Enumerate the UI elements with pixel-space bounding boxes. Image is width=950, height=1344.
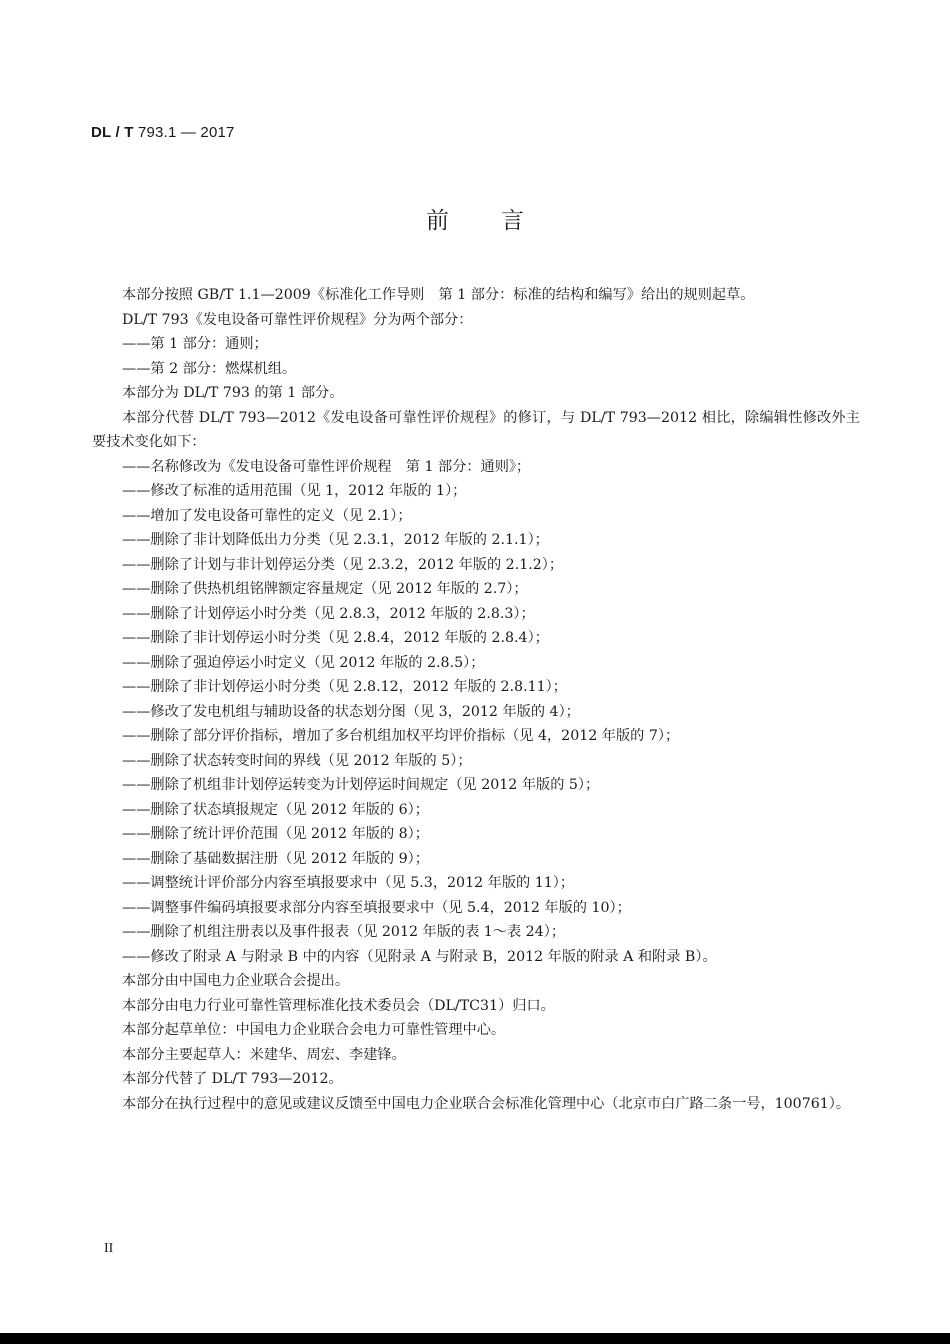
- bottom-divider: [0, 1333, 950, 1344]
- list-item: ——第 1 部分：通则；: [122, 336, 268, 352]
- document-code-prefix: DL / T: [91, 124, 134, 141]
- paragraph: 本部分代替了 DL/T 793—2012。: [122, 1071, 343, 1087]
- foreword-body: [92, 283, 860, 1116]
- paragraph: 本部分由中国电力企业联合会提出。: [122, 973, 350, 989]
- page-number: II: [104, 1241, 114, 1256]
- document-code: [91, 124, 235, 141]
- list-item: ——修改了附录 A 与附录 B 中的内容（见附录 A 与附录 B，2012 年版的附录 A 和附录 B）。: [122, 948, 717, 965]
- list-item: ——增加了发电设备可靠性的定义（见 2.1）；: [122, 507, 412, 524]
- list-item: ——调整事件编码填报要求部分内容至填报要求中（见 5.4，2012 年版的 10）；: [122, 899, 631, 916]
- list-item: ——删除了统计评价范围（见 2012 年版的 8）；: [122, 826, 429, 842]
- list-item: ——删除了非计划停运小时分类（见 2.8.4，2012 年版的 2.8.4）；: [122, 630, 549, 646]
- list-item: ——删除了机组注册表以及事件报表（见 2012 年版的表 1～表 24）；: [122, 924, 566, 940]
- list-item: ——删除了强迫停运小时定义（见 2012 年版的 2.8.5）；: [122, 654, 485, 671]
- list-item: ——调整统计评价部分内容至填报要求中（见 5.3，2012 年版的 11）；: [122, 875, 575, 891]
- list-item: ——删除了部分评价指标，增加了多台机组加权平均评价指标（见 4，2012 年版的 7）；: [122, 728, 680, 744]
- list-item: ——名称修改为《发电设备可靠性评价规程 第 1 部分：通则》；: [122, 458, 531, 475]
- list-item: ——删除了状态转变时间的界线（见 2012 年版的 5）；: [122, 752, 472, 769]
- list-item: ——删除了非计划降低出力分类（见 2.3.1，2012 年版的 2.1.1）；: [122, 532, 549, 548]
- paragraph: 本部分主要起草人：米建华、周宏、李建锋。: [122, 1046, 406, 1063]
- paragraph: 本部分按照 GB/T 1.1—2009《标准化工作导则 第 1 部分：标准的结构和编写》给出的规则起草。: [122, 287, 755, 303]
- list-item: ——删除了基础数据注册（见 2012 年版的 9）；: [122, 850, 429, 867]
- list-item: ——删除了计划与非计划停运分类（见 2.3.2，2012 年版的 2.1.2）；: [122, 556, 564, 573]
- paragraph: 本部分由电力行业可靠性管理标准化技术委员会（DL/TC31）归口。: [122, 997, 555, 1014]
- list-item: ——修改了标准的适用范围（见 1，2012 年版的 1）；: [122, 483, 467, 499]
- paragraph: DL/T 793《发电设备可靠性评价规程》分为两个部分：: [122, 311, 473, 328]
- list-item: ——删除了非计划停运小时分类（见 2.8.12，2012 年版的 2.8.11）；: [122, 679, 567, 695]
- paragraph: 本部分代替 DL/T 793—2012《发电设备可靠性评价规程》的修订，与 DL/T 793—2012 相比，除编辑性修改外主要技术变化如下：: [92, 409, 860, 450]
- page-title: 前言: [426, 208, 576, 234]
- list-item: ——删除了计划停运小时分类（见 2.8.3，2012 年版的 2.8.3）；: [122, 605, 535, 622]
- paragraph: 本部分在执行过程中的意见或建议反馈至中国电力企业联合会标准化管理中心（北京市白广路二条一号，100761）。: [122, 1095, 851, 1112]
- list-item: ——修改了发电机组与辅助设备的状态划分图（见 3，2012 年版的 4）；: [122, 703, 580, 720]
- list-item: ——删除了供热机组铭牌额定容量规定（见 2012 年版的 2.7）；: [122, 581, 528, 597]
- document-code-number: 793.1 — 2017: [133, 124, 235, 141]
- list-item: ——删除了机组非计划停运转变为计划停运时间规定（见 2012 年版的 5）；: [122, 777, 600, 793]
- paragraph: 本部分起草单位：中国电力企业联合会电力可靠性管理中心。: [122, 1022, 506, 1038]
- list-item: ——删除了状态填报规定（见 2012 年版的 6）；: [122, 801, 429, 818]
- paragraph: 本部分为 DL/T 793 的第 1 部分。: [122, 385, 344, 401]
- list-item: ——第 2 部分：燃煤机组。: [122, 360, 297, 377]
